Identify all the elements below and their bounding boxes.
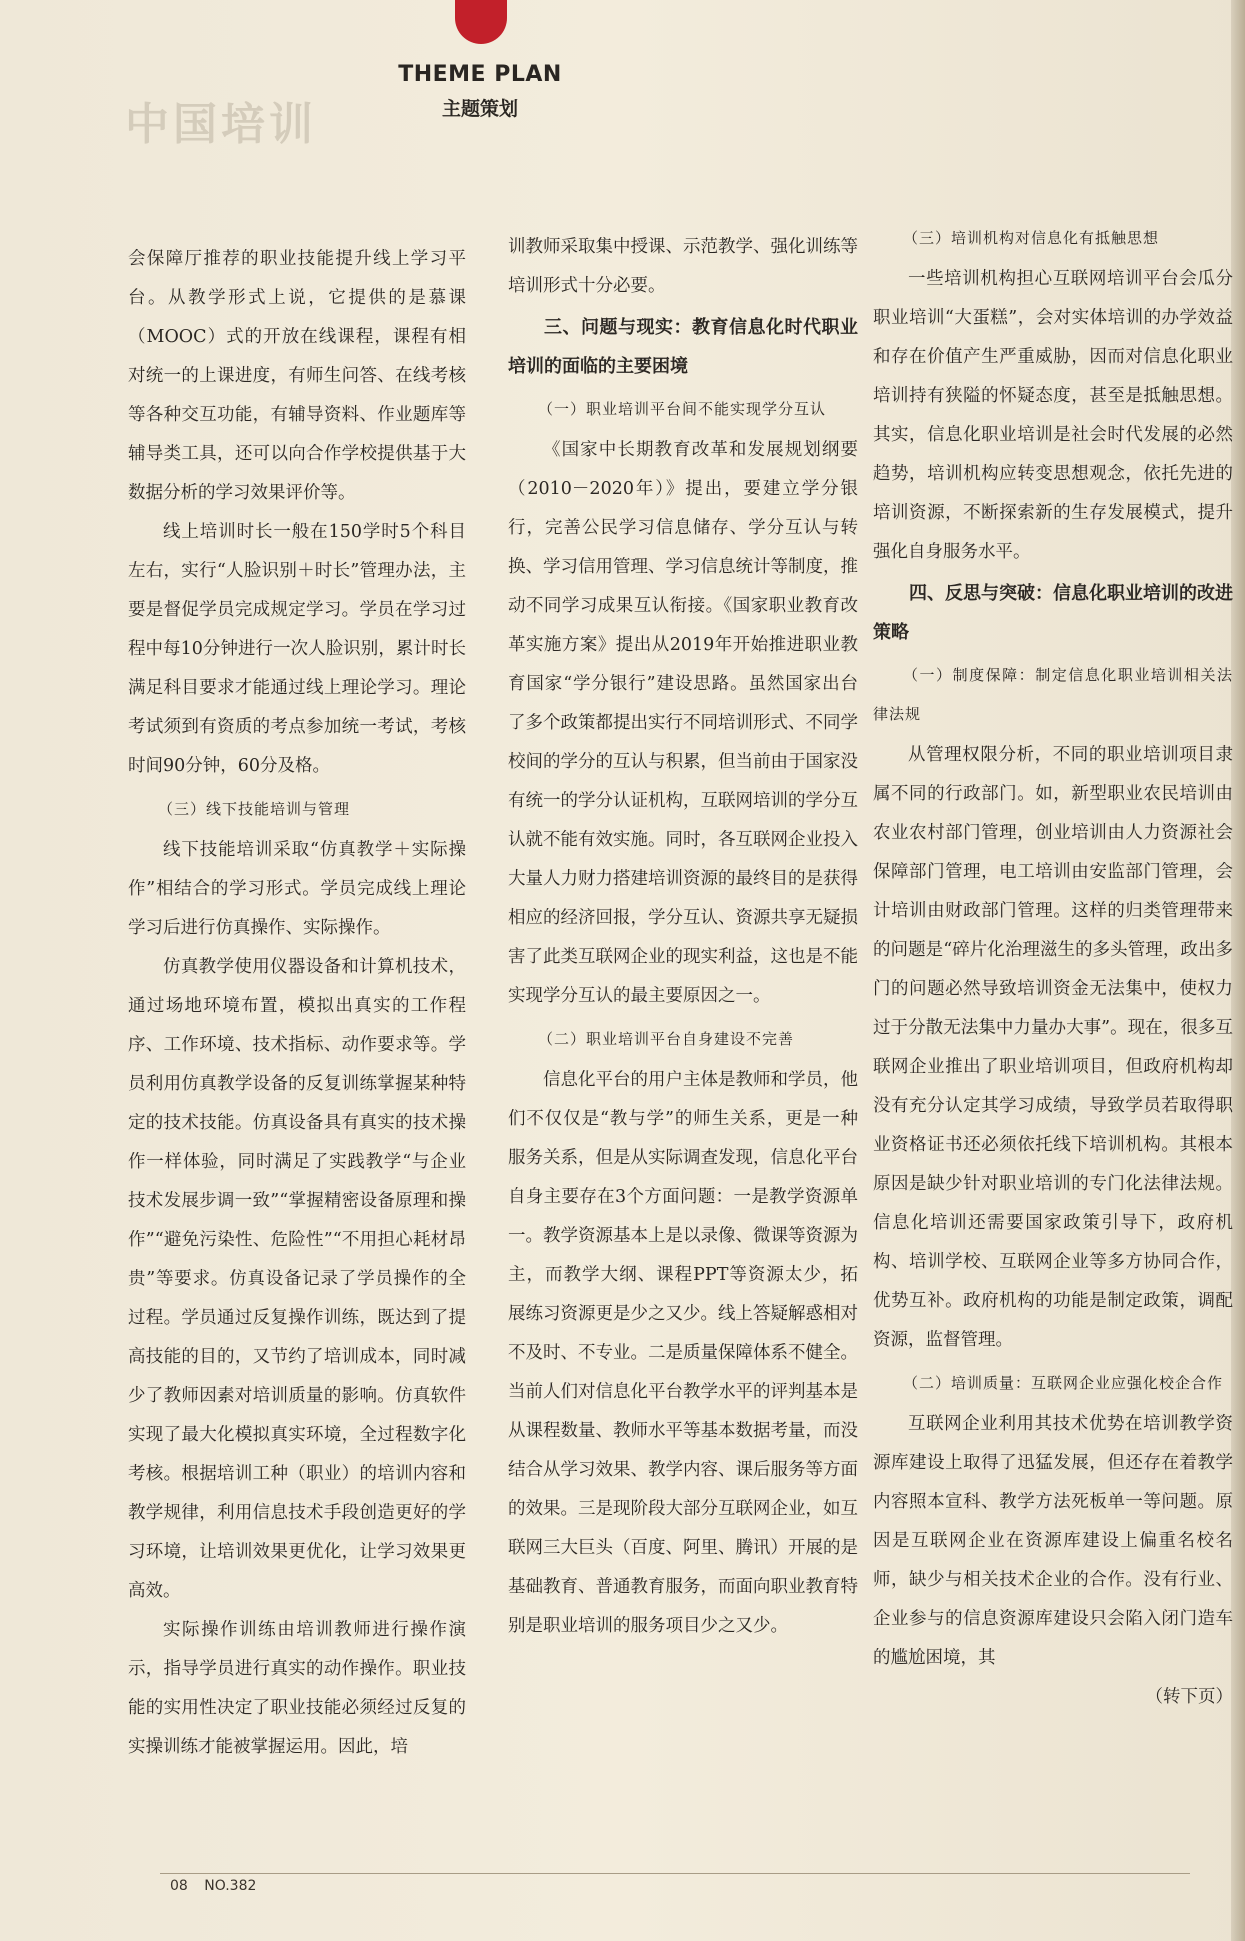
subsection-heading: （三）培训机构对信息化有抵触思想 [903, 229, 1160, 247]
paragraph: 一些培训机构担心互联网培训平台会瓜分职业培训“大蛋糕”，会对实体培训的办学效益和存在价值产生严重威胁，因而对信息化职业培训持有狭隘的怀疑态度，甚至是抵触思想。其实，信息化职业培训是社会时代发展的必然趋势，培训机构应转变思想观念，依托先进的培训资源，不断探索新的生存发展模式，提升强化自身服务水平。 [873, 269, 1233, 562]
paragraph: 会保障厅推荐的职业技能提升线上学习平台。从教学形式上说，它提供的是慕课（MOOC）式的开放在线课程，课程有相对统一的上课进度，有师生问答、在线考核等各种交互功能，有辅导资料、作业题库等辅导类工具，还可以向合作学校提供基于大数据分析的学习效果评价等。 [128, 249, 466, 503]
page-spine-shadow [1231, 0, 1245, 1941]
footer-rule [160, 1873, 1190, 1874]
text-column-right [873, 215, 1233, 1717]
section-heading: 四、反思与突破：信息化职业培训的改进策略 [873, 583, 1233, 643]
continued-note: （转下页） [1145, 1687, 1233, 1707]
paragraph: 从管理权限分析，不同的职业培训项目隶属不同的行政部门。如，新型职业农民培训由农业农村部门管理，创业培训由人力资源社会保障部门管理，电工培训由安监部门管理，会计培训由财政部门管理。这样的归类管理带来的问题是“碎片化治理滋生的多头管理，政出多门的问题必然导致培训资金无法集中，使权力过于分散无法集中力量办大事”。现在，很多互联网企业推出了职业培训项目，但政府机构却没有充分认定其学习成绩，导致学员若取得职业资格证书还必须依托线下培训机构。其根本原因是缺少针对职业培训的专门化法律法规。信息化培训还需要国家政策引导下，政府机构、培训学校、互联网企业等多方协同合作，优势互补。政府机构的功能是制定政策，调配资源，监督管理。 [873, 745, 1233, 1350]
subsection-heading: （一）制度保障：制定信息化职业培训相关法律法规 [873, 666, 1233, 723]
paragraph: 仿真教学使用仪器设备和计算机技术，通过场地环境布置，模拟出真实的工作程序、工作环境、技术指标、动作要求等。学员利用仿真教学设备的反复训练掌握某种特定的技术技能。仿真设备具有真实的技术操作一样体验，同时满足了实践教学“与企业技术发展步调一致”“掌握精密设备原理和操作”“避免污染性、危险性”“不用担心耗材昂贵”等要求。仿真设备记录了学员操作的全过程。学员通过反复操作训练，既达到了提高技能的目的，又节约了培训成本，同时减少了教师因素对培训质量的影响。仿真软件实现了最大化模拟真实环境，全过程数字化考核。根据培训工种（职业）的培训内容和教学规律，利用信息技术手段创造更好的学习环境，让培训效果更优化，让学习效果更高效。 [128, 957, 466, 1601]
text-column-middle [508, 228, 858, 1646]
ghost-magazine-title: 中国培训 [125, 99, 317, 150]
paragraph: 线下技能培训采取“仿真教学＋实际操作”相结合的学习形式。学员完成线上理论学习后进行仿真操作、实际操作。 [128, 840, 466, 938]
paragraph: 信息化平台的用户主体是教师和学员，他们不仅仅是“教与学”的师生关系，更是一种服务关系，但是从实际调查发现，信息化平台自身主要存在3个方面问题：一是教学资源单一。教学资源基本上是以录像、微课等资源为主，而教学大纲、课程PPT等资源太少，拓展练习资源更是少之又少。线上答疑解惑相对不及时、不专业。二是质量保障体系不健全。当前人们对信息化平台教学水平的评判基本是从课程数量、教师水平等基本数据考量，而没结合从学习效果、教学内容、课后服务等方面的效果。三是现阶段大部分互联网企业，如互联网三大巨头（百度、阿里、腾讯）开展的是基础教育、普通教育服务，而面向职业教育特别是职业培训的服务项目少之又少。 [508, 1070, 858, 1636]
page-number: 08 [170, 1878, 188, 1894]
section-title-en: THEME PLAN [398, 62, 562, 87]
red-tab-marker [455, 0, 507, 44]
text-column-left [128, 240, 466, 1767]
subsection-heading: （一）职业培训平台间不能实现学分互认 [538, 400, 827, 418]
section-heading: 三、问题与现实：教育信息化时代职业培训的面临的主要困境 [508, 317, 858, 377]
paragraph: 实际操作训练由培训教师进行操作演示，指导学员进行真实的动作操作。职业技能的实用性决定了职业技能必须经过反复的实操训练才能被掌握运用。因此，培 [128, 1620, 466, 1757]
subsection-heading: （二）培训质量：互联网企业应强化校企合作 [903, 1374, 1224, 1392]
paragraph: 线上培训时长一般在150学时5个科目左右，实行“人脸识别＋时长”管理办法，主要是督促学员完成规定学习。学员在学习过程中每10分钟进行一次人脸识别，累计时长满足科目要求才能通过线上理论学习。理论考试须到有资质的考点参加统一考试，考核时间90分钟，60分及格。 [128, 522, 466, 776]
section-title-cn: 主题策划 [441, 98, 518, 120]
paragraph: 《国家中长期教育改革和发展规划纲要（2010－2020年）》提出，要建立学分银行，完善公民学习信息储存、学分互认与转换、学习信用管理、学习信息统计等制度，推动不同学习成果互认衔接。《国家职业教育改革实施方案》提出从2019年开始推进职业教育国家“学分银行”建设思路。虽然国家出台了多个政策都提出实行不同培训形式、不同学校间的学分的互认与积累，但当前由于国家没有统一的学分认证机构，互联网培训的学分互认就不能有效实施。同时，各互联网企业投入大量人力财力搭建培训资源的最终目的是获得相应的经济回报，学分互认、资源共享无疑损害了此类互联网企业的现实利益，这也是不能实现学分互认的最主要原因之一。 [508, 440, 858, 1006]
paragraph: 互联网企业利用其技术优势在培训教学资源库建设上取得了迅猛发展，但还存在着教学内容照本宣科、教学方法死板单一等问题。原因是互联网企业在资源库建设上偏重名校名师，缺少与相关技术企业的合作。没有行业、企业参与的信息资源库建设只会陷入闭门造车的尴尬困境，其 [873, 1414, 1233, 1668]
paragraph: 训教师采取集中授课、示范教学、强化训练等培训形式十分必要。 [508, 237, 858, 296]
subsection-heading: （二）职业培训平台自身建设不完善 [538, 1030, 795, 1048]
page-footer [170, 1878, 268, 1894]
issue-number: NO.382 [204, 1878, 257, 1894]
subsection-heading: （三）线下技能培训与管理 [158, 800, 351, 818]
